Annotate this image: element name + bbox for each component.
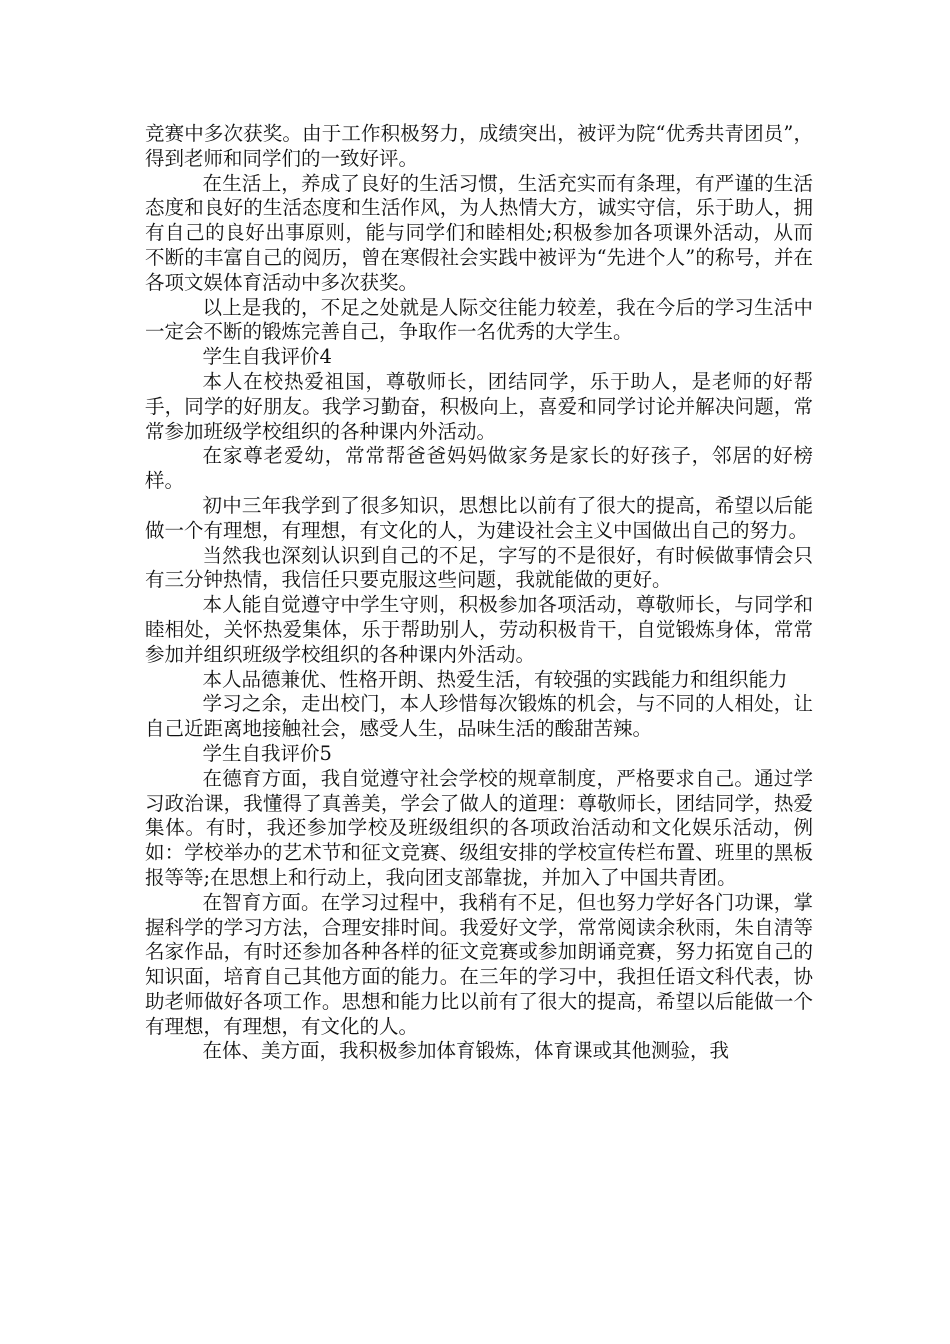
paragraph: 初中三年我学到了很多知识，思想比以前有了很大的提高，希望以后能做一个有理想，有理想，有文化的人，为建设社会主义中国做出自己的努力。 (145, 493, 813, 542)
document-page (145, 122, 813, 1064)
paragraph: 在德育方面，我自觉遵守社会学校的规章制度，严格要求自己。通过学习政治课，我懂得了真善美，学会了做人的道理：尊敬师长，团结同学，热爱集体。有时，我还参加学校及班级组织的各项政治活动和文化娱乐活动，例如：学校举办的艺术节和征文竞赛、级组安排的学校宣传栏布置、班里的黑板报等等;在思想上和行动上，我向团支部靠拢，并加入了中国共青团。 (145, 766, 813, 889)
paragraph: 在智育方面。在学习过程中，我稍有不足，但也努力学好各门功课，掌握科学的学习方法，合理安排时间。我爱好文学，常常阅读余秋雨，朱自清等名家作品，有时还参加各种各样的征文竞赛或参加朗诵竞赛，努力拓宽自己的知识面，培育自己其他方面的能力。在三年的学习中，我担任语文科代表，协助老师做好各项工作。思想和能力比以前有了很大的提高，希望以后能做一个有理想，有理想，有文化的人。 (145, 890, 813, 1038)
paragraph: 当然我也深刻认识到自己的不足，字写的不是很好，有时候做事情会只有三分钟热情，我信任只要克服这些问题，我就能做的更好。 (145, 543, 813, 592)
paragraph: 在生活上，养成了良好的生活习惯，生活充实而有条理，有严谨的生活态度和良好的生活态度和生活作风，为人热情大方，诚实守信，乐于助人，拥有自己的良好出事原则，能与同学们和睦相处;积极参加各项课外活动，从而不断的丰富自己的阅历，曾在寒假社会实践中被评为“先进个人”的称号，并在各项文娱体育活动中多次获奖。 (145, 171, 813, 294)
section-heading: 学生自我评价4 (202, 345, 332, 369)
paragraph: 竞赛中多次获奖。由于工作积极努力，成绩突出，被评为院“优秀共青团员”，得到老师和同学们的一致好评。 (145, 122, 813, 170)
paragraph: 本人在校热爱祖国，尊敬师长，团结同学，乐于助人，是老师的好帮手，同学的好朋友。我学习勤奋，积极向上，喜爱和同学讨论并解决问题，常常参加班级学校组织的各种课内外活动。 (145, 369, 813, 443)
paragraph: 学习之余，走出校门，本人珍惜每次锻炼的机会，与不同的人相处，让自己近距离地接触社会，感受人生，品味生活的酸甜苦辣。 (145, 692, 813, 741)
paragraph: 本人品德兼优、性格开朗、热爱生活，有较强的实践能力和组织能力 (202, 667, 788, 691)
paragraph: 本人能自觉遵守中学生守则，积极参加各项活动，尊敬师长，与同学和睦相处，关怀热爱集体，乐于帮助别人，劳动积极肯干，自觉锻炼身体，常常参加并组织班级学校组织的各种课内外活动。 (145, 593, 813, 666)
paragraph: 在家尊老爱幼，常常帮爸爸妈妈做家务是家长的好孩子，邻居的好榜样。 (145, 444, 813, 493)
paragraph: 以上是我的，不足之处就是人际交往能力较差，我在今后的学习生活中一定会不断的锻炼完善自己，争取作一名优秀的大学生。 (145, 295, 813, 344)
paragraph: 在体、美方面，我积极参加体育锻炼，体育课或其他测验，我 (202, 1039, 730, 1063)
section-heading: 学生自我评价5 (202, 741, 332, 765)
